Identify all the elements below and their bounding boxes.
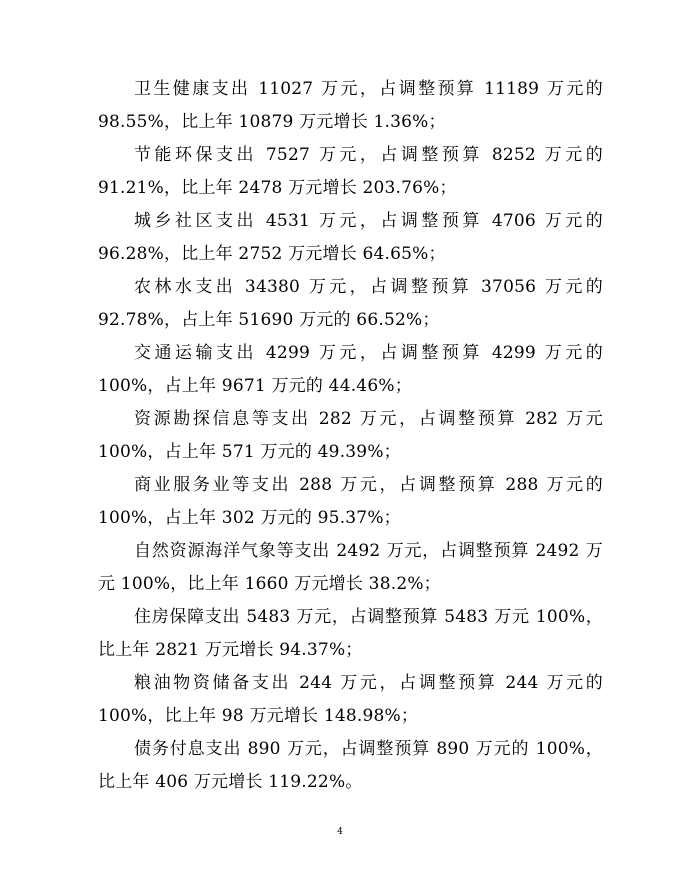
paragraph-health-expenditure: 卫生健康支出 11027 万元，占调整预算 11189 万元的 98.55%，比上年 10879 万元增长 1.36%； (98, 79, 603, 132)
paragraph-housing-security-expenditure: 住房保障支出 5483 万元，占调整预算 5483 万元 100%，比上年 2821 万元增长 94.37%； (98, 607, 603, 660)
paragraph-debt-interest-expenditure: 债务付息支出 890 万元，占调整预算 890 万元的 100%，比上年 406 万元增长 119.22%。 (98, 739, 603, 792)
paragraph-grain-oil-reserve-expenditure: 粮油物资储备支出 244 万元，占调整预算 244 万元的 100%，比上年 98 万元增长 148.98%； (98, 673, 603, 726)
paragraph-transportation-expenditure: 交通运输支出 4299 万元，占调整预算 4299 万元的 100%，占上年 9671 万元的 44.46%； (98, 343, 603, 396)
paragraph-natural-resources-ocean-weather-expenditure: 自然资源海洋气象等支出 2492 万元，占调整预算 2492 万元 100%，比上年 1660 万元增长 38.2%； (98, 541, 603, 594)
paragraph-commerce-services-expenditure: 商业服务业等支出 288 万元，占调整预算 288 万元的 100%，占上年 302 万元的 95.37%； (98, 475, 603, 528)
paragraph-energy-environment-expenditure: 节能环保支出 7527 万元，占调整预算 8252 万元的 91.21%，比上年 2478 万元增长 203.76%； (98, 145, 603, 198)
page-number: 4 (337, 827, 343, 837)
paragraph-resource-exploration-expenditure: 资源勘探信息等支出 282 万元，占调整预算 282 万元 100%，占上年 571 万元的 49.39%； (98, 409, 603, 462)
paragraph-agriculture-forestry-water-expenditure: 农林水支出 34380 万元，占调整预算 37056 万元的 92.78%，占上年 51690 万元的 66.52%； (98, 277, 603, 330)
body-text (98, 73, 603, 799)
paragraph-urban-rural-community-expenditure: 城乡社区支出 4531 万元，占调整预算 4706 万元的 96.28%，比上年 2752 万元增长 64.65%； (98, 211, 603, 264)
